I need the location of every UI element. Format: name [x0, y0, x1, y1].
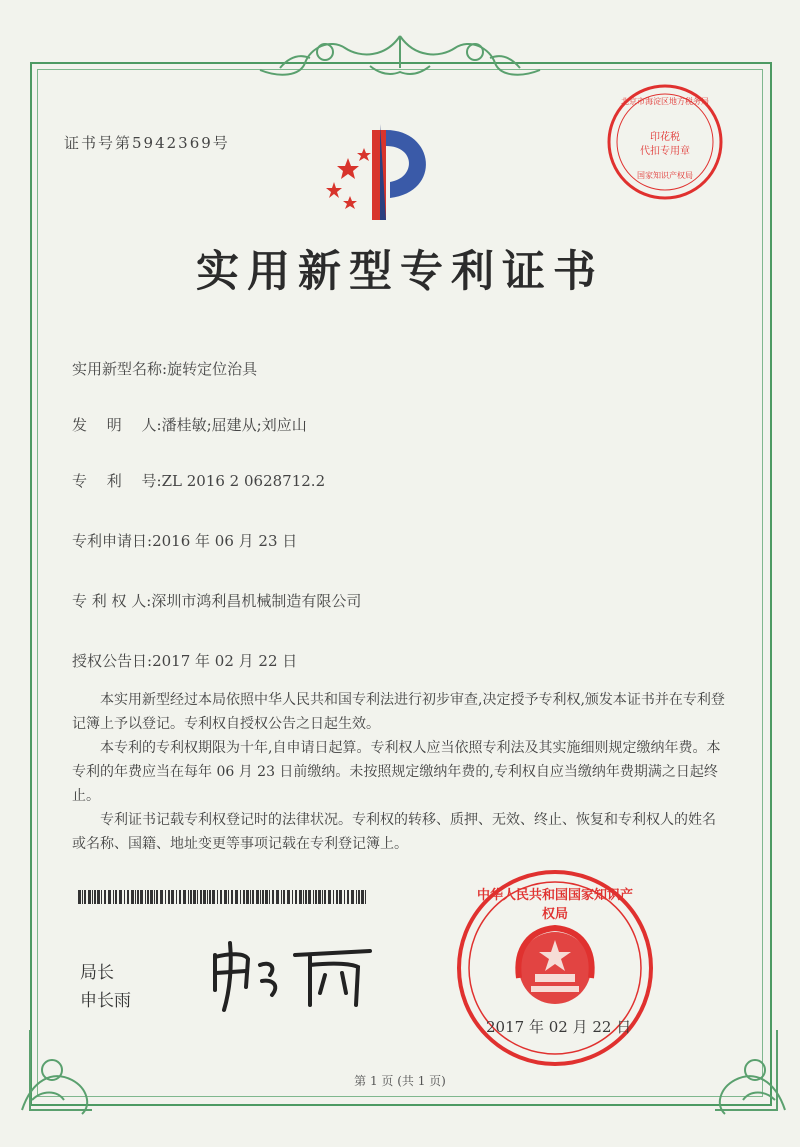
- field-value: 潘桂敏;屈建从;刘应山: [161, 416, 307, 434]
- seal-date: 2017 年 02 月 22 日: [486, 1018, 632, 1036]
- field-label: 实用新型名称:: [72, 360, 168, 378]
- field-patentee: [72, 590, 361, 611]
- field-value: 2016 年 06 月 23 日: [152, 532, 298, 550]
- field-value: 深圳市鸿利昌机械制造有限公司: [151, 592, 362, 610]
- field-grant-date: [72, 650, 297, 671]
- body-paragraph: 本实用新型经过本局依照中华人民共和国专利法进行初步审查,决定授予专利权,颁发本证书并在专利登记簿上予以登记。专利权自授权公告之日起生效。: [72, 692, 725, 732]
- field-label: 授权公告日:: [72, 652, 153, 670]
- field-label: 发 明 人:: [72, 416, 162, 434]
- certificate-body: [72, 688, 728, 856]
- signature-icon: [200, 935, 390, 1015]
- director-title: 局长: [80, 963, 114, 983]
- tax-stamp-center-line2: 代扣专用章: [640, 146, 690, 157]
- page-title: 实用新型专利证书: [196, 247, 604, 297]
- field-utility-model-name: [72, 358, 257, 379]
- tax-stamp-ring-text: 北京市海淀区地方税务局: [621, 97, 709, 106]
- field-value: 旋转定位治具: [167, 360, 258, 378]
- floral-ornament-icon: [250, 28, 550, 86]
- field-label: 专 利 号:: [72, 472, 162, 490]
- field-application-date: [72, 530, 297, 551]
- floral-ornament-icon: [12, 1010, 102, 1120]
- body-paragraph: 本专利的专利权期限为十年,自申请日起算。专利权人应当依照专利法及其实施细则规定缴纳年费。本专利的年费应当在每年 06 月 23 日前缴纳。未按照规定缴纳年费的,专利权自应当缴纳年费期满之日起终止。: [72, 740, 721, 804]
- field-patent-number: [72, 470, 325, 491]
- field-value: ZL 2016 2 0628712.2: [161, 472, 326, 490]
- seal-ring-text: 中华人民共和国国家知识产权局: [476, 888, 633, 922]
- state-seal-emblem-icon: [455, 868, 655, 1068]
- barcode-icon: [78, 890, 368, 904]
- director-name: 申长雨: [80, 991, 131, 1011]
- patent-office-logo-icon: [320, 120, 450, 230]
- field-inventors: [72, 414, 307, 435]
- field-label: 专利申请日:: [72, 532, 153, 550]
- field-label: 专 利 权 人:: [72, 592, 152, 610]
- certificate-number: 证书号第5942369号: [64, 134, 230, 152]
- floral-ornament-icon: [705, 1010, 795, 1120]
- tax-stamp-center-line1: 印花税: [650, 132, 680, 143]
- field-value: 2017 年 02 月 22 日: [152, 652, 298, 670]
- body-paragraph: 专利证书记载专利权登记时的法律状况。专利权的转移、质押、无效、终止、恢复和专利权人的姓名或名称、国籍、地址变更等事项记载在专利登记簿上。: [72, 812, 716, 852]
- page-number: 第 1 页 (共 1 页): [354, 1074, 446, 1088]
- tax-stamp-bottom-text: 国家知识产权局: [637, 171, 693, 180]
- tax-stamp-icon: [605, 82, 725, 202]
